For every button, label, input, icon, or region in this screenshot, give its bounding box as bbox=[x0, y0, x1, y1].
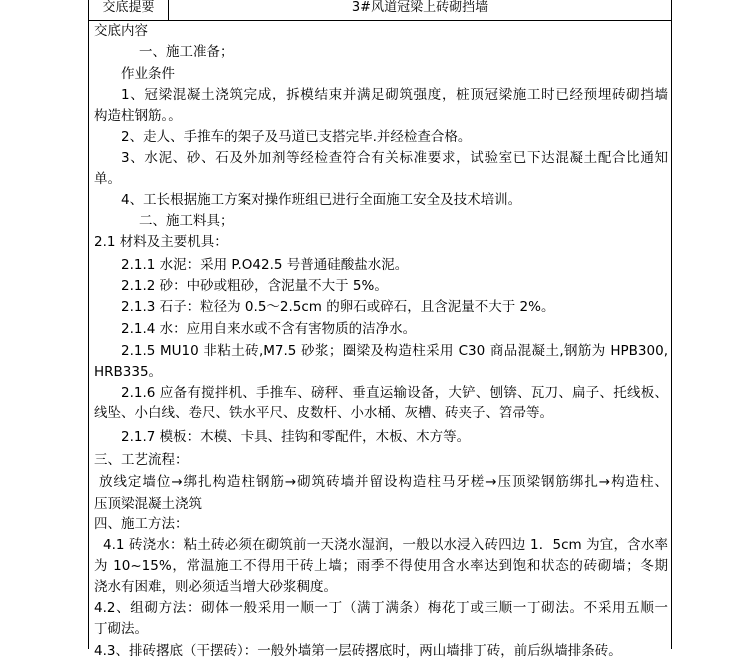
text-line: 浇水有困难，则必须适当增大砂浆稠度。 bbox=[94, 579, 337, 595]
text-line: 4、工长根据施工方案对操作班组已进行全面施工安全及技术培训。 bbox=[121, 192, 522, 208]
text-line: 放线定墙位→绑扎构造柱钢筋→砌筑砖墙并留设构造柱马牙槎→压顶梁钢筋绑扎→构造柱、 bbox=[99, 474, 668, 490]
document-sheet bbox=[88, 0, 672, 659]
text-line: 2.1.6 应备有搅拌机、手推车、磅秤、垂直运输设备，大铲、刨锛、瓦刀、扁子、托线板、 bbox=[121, 385, 668, 401]
text-line: 一、施工准备； bbox=[139, 44, 234, 60]
text-line: 线坠、小白线、卷尺、铁水平尺、皮数杆、小水桶、灰槽、砖夹子、笤帚等。 bbox=[94, 405, 553, 421]
text-line: 2.1.5 MU10 非粘土砖,M7.5 砂浆；圈梁及构造柱采用 C30 商品混凝土,钢筋为 HPB300, bbox=[121, 343, 668, 359]
text-line: 2.1.2 砂：中砂或粗砂，含泥量不大于 5%。 bbox=[121, 278, 388, 294]
text-line: 为 10~15%，常温施工不得用干砖上墙；雨季不得使用含水率达到饱和状态的砖砌墙；冬期 bbox=[94, 558, 668, 574]
text-line: 4.3、排砖撂底（干摆砖）：一般外墙第一层砖撂底时，两山墙排丁砖，前后纵墙排条砖。 bbox=[94, 643, 622, 659]
text-line: 2.1.1 水泥：采用 P.O42.5 号普通硅酸盐水泥。 bbox=[121, 257, 409, 273]
text-line: 2.1.7 模板：木模、卡具、挂钩和零配件，木板、木方等。 bbox=[121, 429, 471, 445]
text-line: 1、冠梁混凝土浇筑完成，拆模结束并满足砌筑强度，桩顶冠梁施工时已经预埋砖砌挡墙 bbox=[121, 87, 668, 103]
text-line: 4.2、组砌方法：砌体一般采用一顺一丁（满丁满条）梅花丁或三顺一丁砌法。不采用五顺一 bbox=[94, 600, 668, 616]
text-line: 丁砌法。 bbox=[94, 621, 148, 637]
text-line: 4.1 砖浇水：粘土砖必须在砌筑前一天浇水湿润，一般以水浸入砖四边 1．5cm 为宜，含水率 bbox=[103, 537, 668, 553]
text-line: 二、施工料具； bbox=[139, 213, 234, 229]
text-line: 3、水泥、砂、石及外加剂等经检查符合有关标准要求，试验室已下达混凝土配合比通知 bbox=[121, 150, 668, 166]
header-title: 3#风道冠梁上砖砌挡墙 bbox=[351, 0, 489, 15]
text-line: 三、工艺流程： bbox=[94, 452, 189, 468]
header-row bbox=[89, 0, 671, 21]
text-line: 四、施工方法： bbox=[94, 516, 189, 532]
text-line: 2.1 材料及主要机具： bbox=[94, 234, 228, 250]
text-line: 压顶梁混凝土浇筑 bbox=[94, 496, 202, 512]
text-line: 2、走人、手推车的架子及马道已支搭完毕.并经检查合格。 bbox=[121, 129, 472, 145]
header-label: 交底提要 bbox=[89, 0, 169, 20]
text-line: 单。 bbox=[94, 171, 121, 187]
text-line: HRB335。 bbox=[94, 364, 163, 380]
text-line: 交底内容 bbox=[94, 23, 148, 39]
text-line: 构造柱钢筋。。 bbox=[94, 108, 182, 124]
text-line: 作业条件 bbox=[121, 66, 175, 82]
text-line: 2.1.3 石子：粒径为 0.5～2.5cm 的卵石或碎石，且含泥量不大于 2%。 bbox=[121, 299, 555, 315]
text-line: 2.1.4 水：应用自来水或不含有害物质的洁净水。 bbox=[121, 321, 417, 337]
